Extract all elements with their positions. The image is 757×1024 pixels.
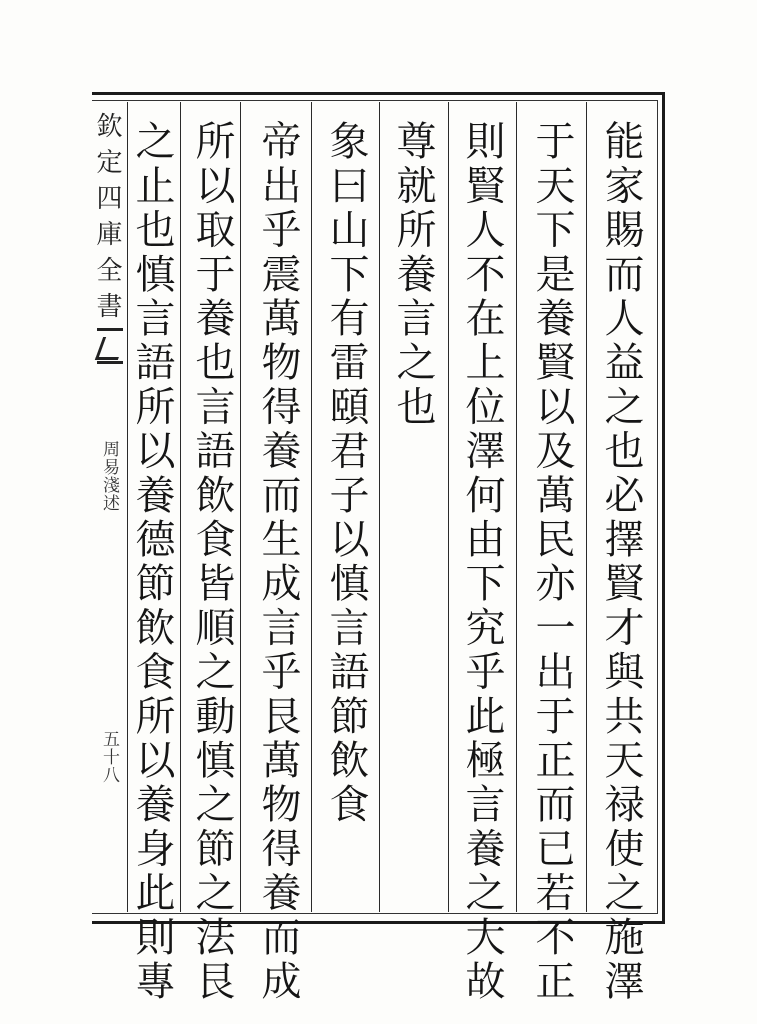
text-column-5: 象曰山下有雷頤君子以慎言語節飲食 [323,120,369,828]
margin-page-number: 五十八 [99,730,119,784]
column-rule [586,102,587,912]
column-rule [379,102,380,912]
text-column-3: 則賢人不在上位澤何由下究乎此極言養之大故 [459,120,505,1004]
text-column-8: 之止也慎言語所以養德節飲食所以養身此則專 [129,120,175,1004]
column-rule [448,102,449,912]
text-column-7: 所以取于養也言語飲食皆順之動慎之節之法艮 [189,120,235,1004]
column-rule [516,102,517,912]
margin-book-title: 周易淺述 [99,440,119,512]
fish-tail-mark-icon [97,328,123,364]
column-rule [311,102,312,912]
text-column-4: 尊就所養言之也 [390,120,436,430]
margin-title: 欽定四庫全書 [92,112,122,328]
column-rule [240,102,241,912]
text-column-6: 帝出乎震萬物得養而生成言乎艮萬物得養而成 [255,120,301,1004]
text-column-1: 能家賜而人益之也必擇賢才與共天禄使之施澤 [598,120,644,1004]
text-column-2: 于天下是養賢以及萬民亦一出于正而已若不正 [529,120,575,1004]
column-rule [180,102,181,912]
